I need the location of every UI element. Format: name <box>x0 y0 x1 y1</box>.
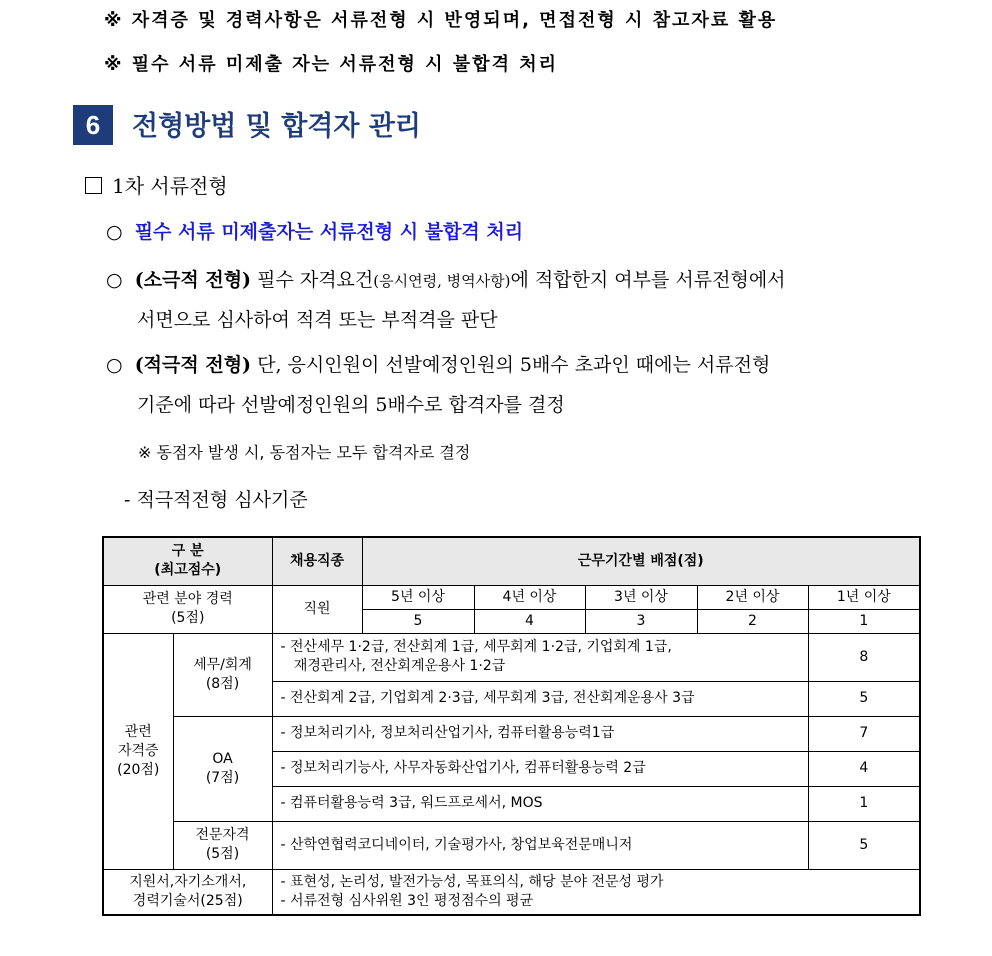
bullet-1 <box>106 217 523 244</box>
oa-label: OA (7점) <box>173 716 272 821</box>
oa-row-1-score: 7 <box>808 716 920 751</box>
bullet-circle-icon: ○ <box>106 221 123 243</box>
note-certificates: ※ 자격증 및 경력사항은 서류전형 시 반영되며, 면접전형 시 참고자료 활용 <box>104 10 778 31</box>
header-score: 근무기간별 배점(점) <box>362 537 920 585</box>
tax-row-2-score: 5 <box>808 681 920 716</box>
section-title: 전형방법 및 합격자 관리 <box>132 111 422 142</box>
cert-group-label: 관련 자격증 (20점) <box>103 633 173 869</box>
bullet-2-line2: 서면으로 심사하여 적격 또는 부적격을 판단 <box>137 309 498 331</box>
bullet-2-label: (소극적 전형) <box>134 269 252 291</box>
period-score: 5 <box>362 609 474 633</box>
pro-row-score: 5 <box>808 821 920 869</box>
tax-row-2-text: - 전산회계 2급, 기업회계 2·3급, 세무회계 3급, 전산회계운용사 3급 <box>272 681 808 716</box>
period-cell: 1년 이상 <box>808 585 920 609</box>
period-cell: 5년 이상 <box>362 585 474 609</box>
bullet-3-label: (적극적 전형) <box>134 354 252 376</box>
oa-row-3-text: - 컴퓨터활용능력 3급, 워드프로세서, MOS <box>272 786 808 821</box>
bullet-3-line2: 기준에 따라 선발예정인원의 5배수로 합격자를 결정 <box>137 394 565 416</box>
bullet-3-text: 단, 응시인원이 선발예정인원의 5배수 초과인 때에는 서류전형 <box>251 354 771 376</box>
period-cell: 2년 이상 <box>697 585 808 609</box>
oa-row-3-score: 1 <box>808 786 920 821</box>
pro-label: 전문자격 (5점) <box>173 821 272 869</box>
period-score: 1 <box>808 609 920 633</box>
essay-criteria: - 표현성, 논리성, 발전가능성, 목표의식, 해당 분야 전문성 평가 - 서류전형 심사위원 3인 평정점수의 평균 <box>272 869 920 915</box>
bullet-2-paren: (응시연령, 병역사항) <box>373 272 511 290</box>
period-score: 2 <box>697 609 808 633</box>
checkbox-square-icon <box>85 177 102 194</box>
note-missing-docs: ※ 필수 서류 미제출 자는 서류전형 시 불합격 처리 <box>104 54 559 75</box>
pro-row-text: - 산학연협력코디네이터, 기술평가사, 창업보육전문매니저 <box>272 821 808 869</box>
header-category: 구 분 (최고점수) <box>103 537 272 585</box>
bullet-3 <box>106 350 770 377</box>
criteria-table <box>102 536 921 916</box>
tax-row-1-score: 8 <box>808 633 920 681</box>
period-cell: 3년 이상 <box>585 585 697 609</box>
subsection-heading <box>85 170 228 199</box>
bullet-1-text: 필수 서류 미제출자는 서류전형 시 불합격 처리 <box>134 221 524 243</box>
bullet-circle-icon: ○ <box>106 354 123 376</box>
tax-row-1-text: - 전산세무 1·2급, 전산회계 1급, 세무회계 1·2급, 기업회계 1급, 재경관리사, 전산회계운용사 1·2급 <box>272 633 808 681</box>
period-score: 4 <box>474 609 585 633</box>
period-score: 3 <box>585 609 697 633</box>
bullet-2-text-a: 필수 자격요건 <box>251 269 374 291</box>
essay-label: 지원서,자기소개서, 경력기술서(25점) <box>103 869 272 915</box>
oa-row-2-text: - 정보처리기능사, 사무자동화산업기사, 컴퓨터활용능력 2급 <box>272 751 808 786</box>
tax-label: 세무/회계 (8점) <box>173 633 272 716</box>
tie-note: ※ 동점자 발생 시, 동점자는 모두 합격자로 결정 <box>138 443 471 462</box>
job-cell: 직원 <box>272 585 362 633</box>
bullet-2 <box>106 265 786 292</box>
bullet-circle-icon: ○ <box>106 269 123 291</box>
career-label: 관련 분야 경력 (5점) <box>103 585 272 633</box>
bullet-2-text-b: 에 적합한지 여부를 서류전형에서 <box>510 269 786 291</box>
period-cell: 4년 이상 <box>474 585 585 609</box>
oa-row-1-text: - 정보처리기사, 정보처리산업기사, 컴퓨터활용능력1급 <box>272 716 808 751</box>
criteria-heading: - 적극적전형 심사기준 <box>124 489 308 511</box>
subsection-title: 1차 서류전형 <box>112 174 228 198</box>
section-number: 6 <box>73 105 113 145</box>
header-job: 채용직종 <box>272 537 362 585</box>
oa-row-2-score: 4 <box>808 751 920 786</box>
